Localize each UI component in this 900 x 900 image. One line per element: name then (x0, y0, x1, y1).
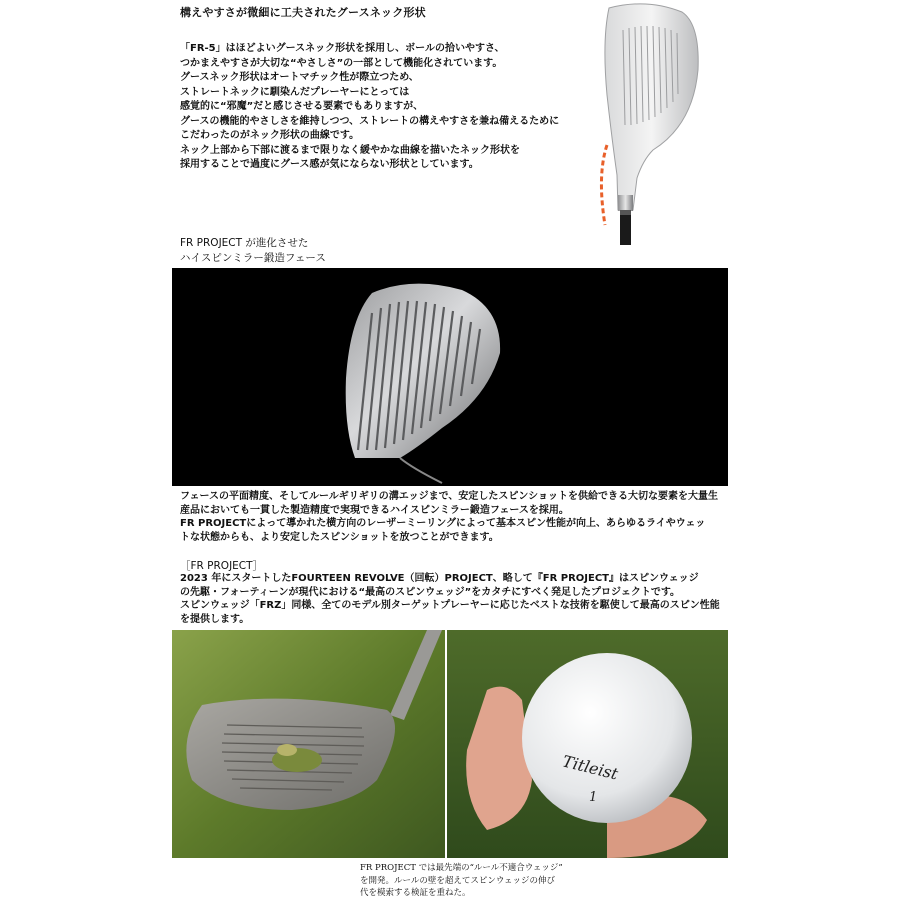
caption-line: 代を模索する検証を重ねた。 (360, 888, 471, 898)
caption-line: を開発。ルールの壁を超えてスピンウェッジの伸び (360, 875, 555, 886)
text-line: ストレートネックに馴染んだプレーヤーにとっては (180, 86, 410, 98)
text-line: グースの機能的やさしさを維持しつつ、ストレートの構えやすさを兼ね備えるために (180, 115, 560, 127)
heading-line: ハイスピンミラー鍛造フェース (180, 252, 326, 264)
wedge-neck-image (587, 0, 727, 245)
text-line: フェースの平面精度、そしてルールギリギリの溝エッジまで、安定したスピンショットを供給できる大切な要素を大量生 (180, 491, 718, 502)
text-line: トな状態からも、より安定したスピンショットを放つことができます。 (180, 531, 499, 543)
text-line: グースネック形状はオートマチック性が際立つため、 (180, 72, 419, 83)
text-line: の先駆・フォーティーンが現代における“最高のスピンウェッジ”をカタチにすべく発足したプロジェクトです。 (180, 586, 681, 598)
fr-project-title: ［FR PROJECT］ (180, 560, 264, 572)
text-line: ネック上部から下部に渡るまで限りなく緩やかな曲線を描いたネック形状を (180, 144, 520, 156)
ball-brand-label: Titleist (560, 751, 621, 784)
caption-line: FR PROJECT では最先端の“ルール不適合ウェッジ” (360, 863, 563, 873)
heading-line: FR PROJECT が進化させた (180, 237, 309, 249)
text-line: 産品においても一貫した製造精度で実現できるハイスピンミラー鍛造フェースを採用。 (180, 504, 569, 516)
fr-project-description (180, 572, 725, 626)
text-line: 採用することで過度にグース感が気にならない形状としています。 (180, 159, 479, 170)
text-line: FR PROJECTによって導かれた横方向のレーザーミーリングによって基本スピン性能が向上、あらゆるライやウェッ (180, 518, 706, 529)
text-line: スピンウェッジ「FRZ」同様、全てのモデル別ターゲットプレーヤーに応じたベストな技術を駆使して最高のスピン性能 (180, 600, 720, 611)
text-line: こだわったのがネック形状の曲線です。 (180, 130, 360, 141)
wedge-grass-photo (172, 630, 445, 858)
section-heading-gooseneck: 構えやすさが微細に工夫されたグースネック形状 (180, 6, 426, 19)
mirror-face-photo (172, 268, 728, 486)
gooseneck-description (180, 42, 575, 173)
text-line: 「FR-5」はほどよいグースネック形状を採用し、ボールの拾いやすさ、 (180, 43, 505, 54)
text-line: 感覚的に“邪魔”だと感じさせる要素でもありますが、 (180, 101, 424, 112)
face-description (180, 490, 725, 544)
text-line: 2023 年にスタートしたFOURTEEN REVOLVE（回転）PROJECT、略して『FR PROJECT』はスピンウェッジ (180, 573, 699, 584)
section-heading-face (180, 236, 326, 266)
photo-caption (360, 862, 590, 900)
golf-ball-photo (447, 630, 728, 858)
text-line: つかまえやすさが大切な“やさしさ”の一部として機能化されています。 (180, 57, 503, 69)
text-line: を提供します。 (180, 613, 250, 625)
ball-number-label: 1 (589, 790, 598, 805)
